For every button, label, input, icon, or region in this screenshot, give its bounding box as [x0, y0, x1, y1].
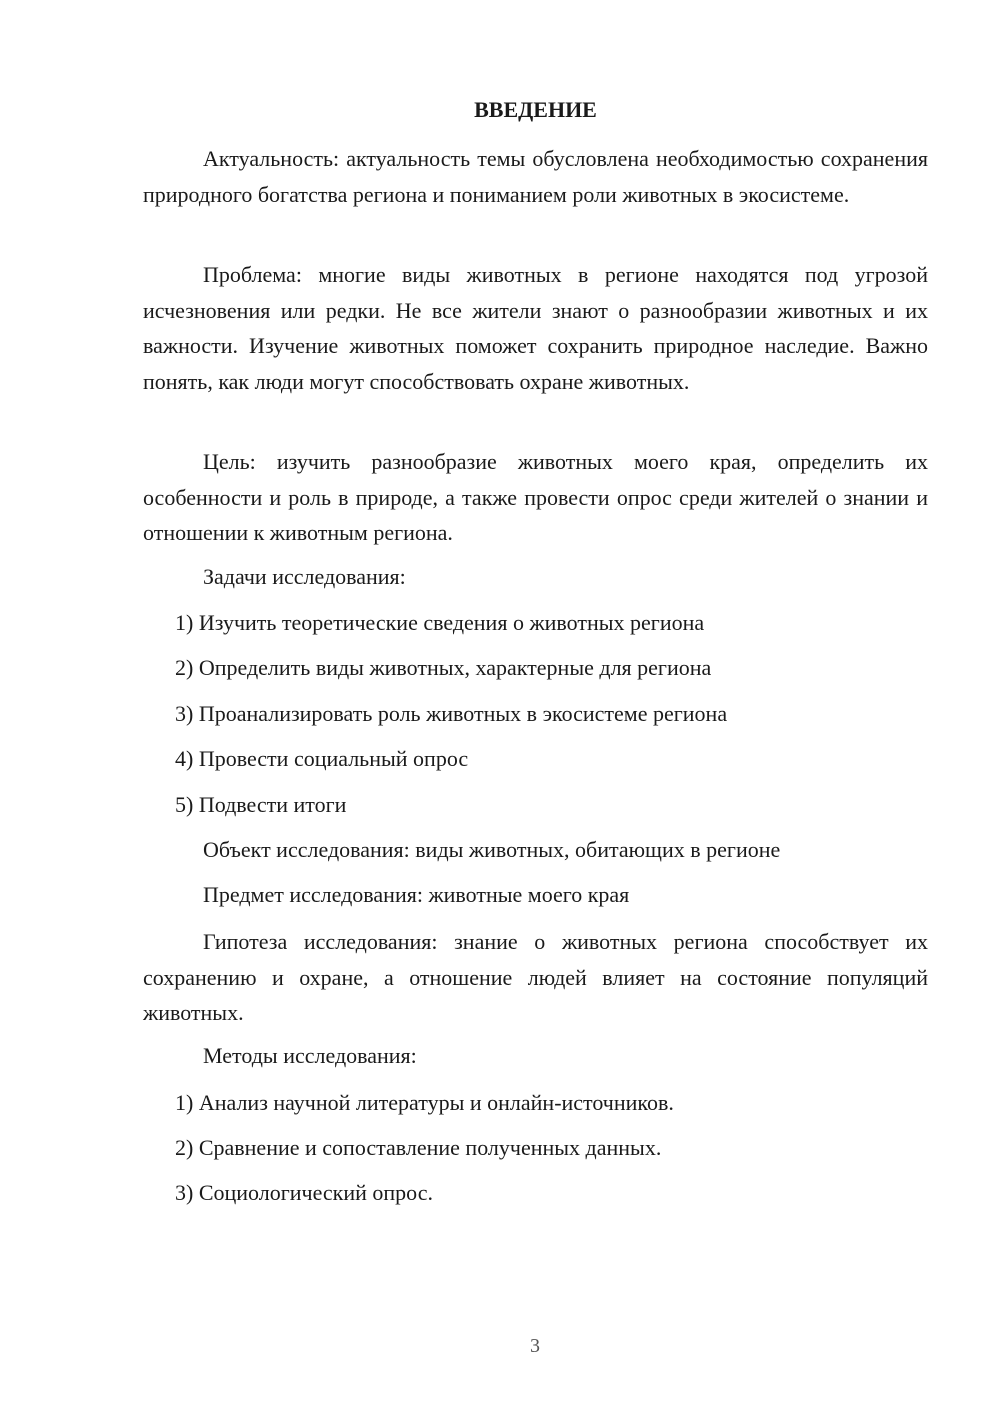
- method-item: 1) Анализ научной литературы и онлайн-источников.: [175, 1090, 674, 1115]
- task-item: 4) Провести социальный опрос: [175, 746, 469, 771]
- method-item: 3) Социологический опрос.: [175, 1180, 433, 1205]
- task-item: 3) Проанализировать роль животных в экосистеме региона: [175, 701, 728, 726]
- task-item: 2) Определить виды животных, характерные для региона: [175, 655, 712, 680]
- tasks-heading: Задачи исследования:: [203, 564, 406, 589]
- task-item: 5) Подвести итоги: [175, 792, 347, 817]
- goal-paragraph: Цель: изучить разнообразие животных моего края, определить их особенности и роль в природе, а также провести опрос среди жителей о знании и отношении к животным региона.: [143, 449, 928, 545]
- research-subject: Предмет исследования: животные моего края: [203, 882, 630, 907]
- page-title: ВВЕДЕНИЕ: [474, 97, 597, 122]
- problem-paragraph: Проблема: многие виды животных в регионе находятся под угрозой исчезновения или редки. Не все жители знают о разнообразии животных и их важности. Изучение животных поможет сохранить природное наследие. Важно понять, как люди могут способствовать охране животных.: [143, 262, 928, 394]
- page-number: 3: [530, 1335, 540, 1357]
- hypothesis-paragraph: Гипотеза исследования: знание о животных региона способствует их сохранению и охране, а отношение людей влияет на состояние популяций животных.: [143, 929, 928, 1025]
- methods-heading: Методы исследования:: [203, 1043, 417, 1068]
- task-item: 1) Изучить теоретические сведения о животных региона: [175, 610, 705, 635]
- research-object: Объект исследования: виды животных, обитающих в регионе: [203, 837, 781, 862]
- method-item: 2) Сравнение и сопоставление полученных данных.: [175, 1135, 662, 1160]
- relevance-paragraph: Актуальность: актуальность темы обусловлена необходимостью сохранения природного богатства региона и пониманием роли животных в экосистеме.: [143, 146, 928, 207]
